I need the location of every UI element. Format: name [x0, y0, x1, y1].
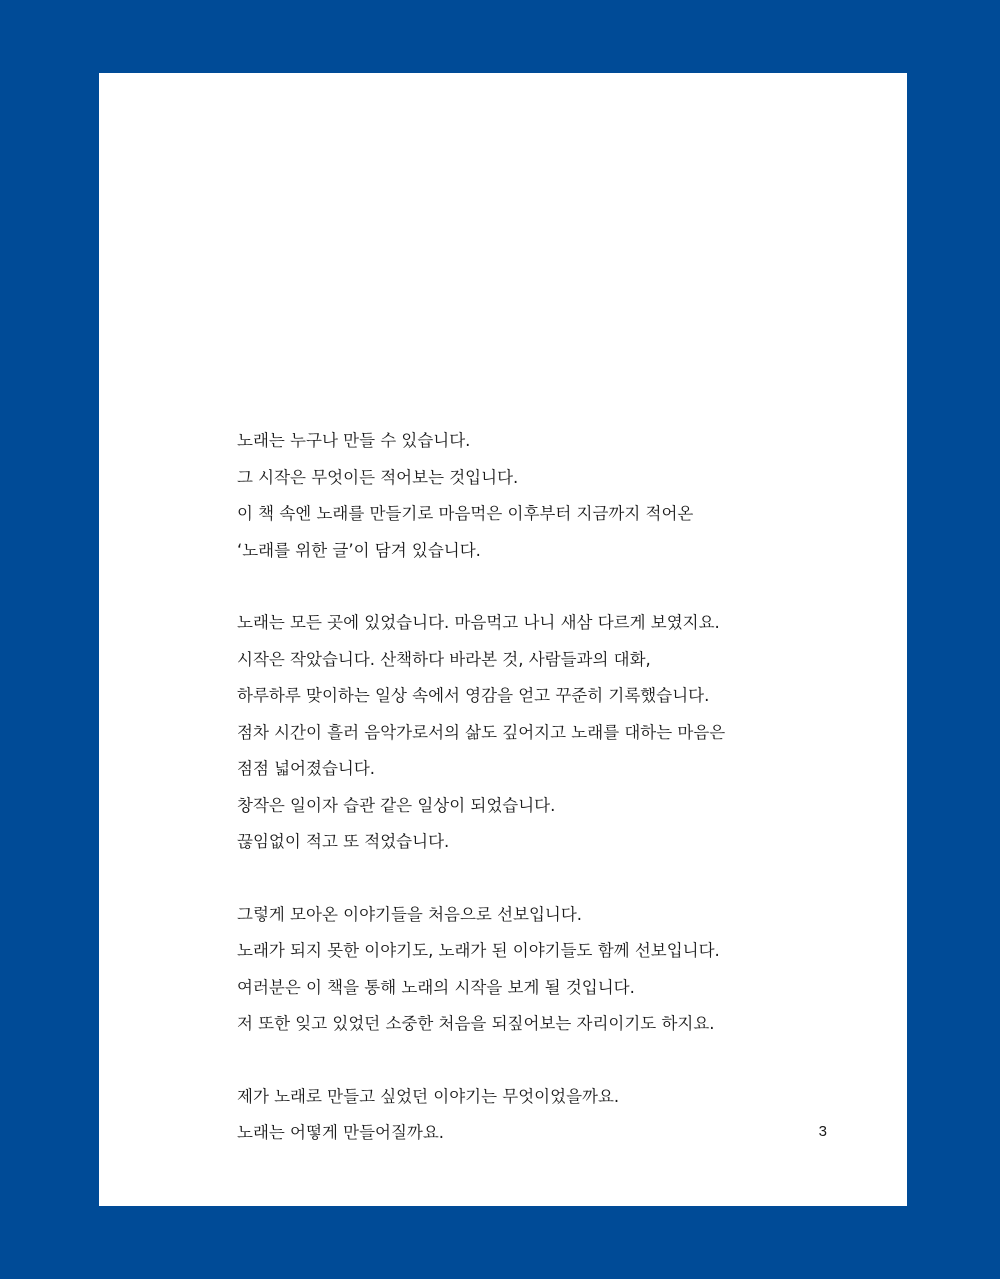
paragraph-4 — [237, 1079, 857, 1152]
text-line: 제가 노래로 만들고 싶었던 이야기는 무엇이었을까요. — [237, 1086, 620, 1106]
text-line: 노래는 모든 곳에 있었습니다. 마음먹고 나니 새삼 다르게 보였지요. — [237, 613, 720, 632]
paragraph-2 — [237, 605, 857, 861]
paragraph-3 — [237, 897, 857, 1043]
preface-text — [237, 423, 857, 1152]
paragraph-1 — [237, 423, 857, 569]
page-number: 3 — [818, 1123, 827, 1140]
text-line: 그렇게 모아온 이야기들을 처음으로 선보입니다. — [237, 904, 583, 924]
text-line: 노래는 어떻게 만들어질까요. — [237, 1123, 445, 1142]
text-line: 끊임없이 적고 또 적었습니다. — [237, 832, 450, 851]
text-line: 그 시작은 무엇이든 적어보는 것입니다. — [237, 467, 519, 487]
text-line: 노래는 누구나 만들 수 있습니다. — [237, 431, 471, 450]
text-line: 창작은 일이자 습관 같은 일상이 되었습니다. — [237, 795, 556, 815]
book-page — [99, 73, 907, 1206]
text-line: 여러분은 이 책을 통해 노래의 시작을 보게 될 것입니다. — [237, 977, 635, 997]
text-line: 노래가 되지 못한 이야기도, 노래가 된 이야기들도 함께 선보입니다. — [237, 941, 720, 960]
text-line: 점차 시간이 흘러 음악가로서의 삶도 깊어지고 노래를 대하는 마음은 — [237, 722, 726, 742]
text-line: 시작은 작았습니다. 산책하다 바라본 것, 사람들과의 대화, — [237, 649, 651, 669]
text-line: 하루하루 맞이하는 일상 속에서 영감을 얻고 꾸준히 기록했습니다. — [237, 686, 710, 705]
text-line: ‘노래를 위한 글’이 담겨 있습니다. — [237, 540, 481, 560]
text-line: 저 또한 잊고 있었던 소중한 처음을 되짚어보는 자리이기도 하지요. — [237, 1014, 715, 1033]
text-line: 점점 넓어졌습니다. — [237, 759, 376, 778]
text-line: 이 책 속엔 노래를 만들기로 마음먹은 이후부터 지금까지 적어온 — [237, 504, 694, 523]
